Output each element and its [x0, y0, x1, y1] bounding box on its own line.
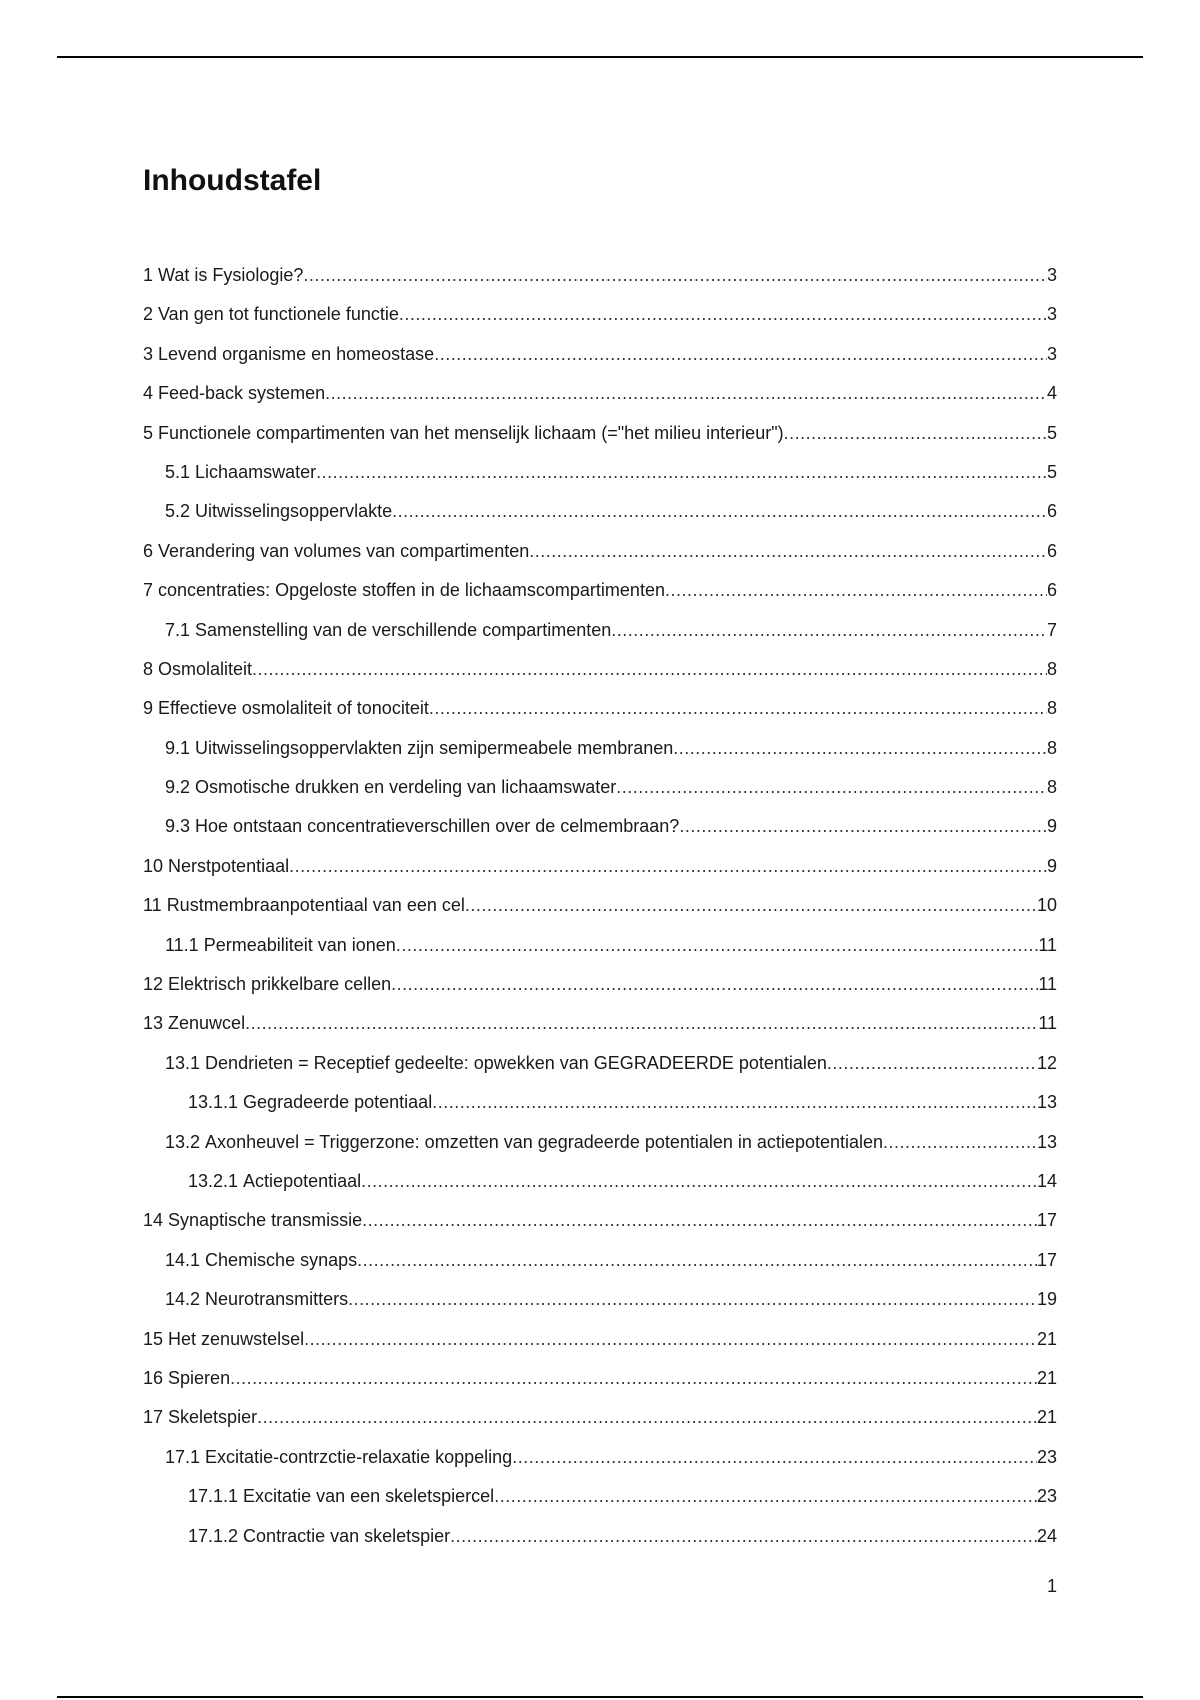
toc-entry-number: 9 — [143, 698, 154, 719]
toc-entry-page: 4 — [1046, 383, 1057, 404]
toc-entry-title: Lichaamswater — [195, 461, 317, 482]
toc-entry[interactable] — [143, 1398, 1057, 1437]
toc-dot-leader — [391, 965, 1038, 1004]
toc-entry-page: 13 — [1036, 1131, 1057, 1152]
toc-entry-number: 11 — [143, 895, 162, 916]
toc-entry-number: 9.2 — [165, 777, 191, 798]
toc-entry[interactable] — [143, 729, 1057, 768]
header-rule — [57, 56, 1143, 58]
toc-dot-leader — [494, 1477, 1037, 1516]
toc-dot-leader — [434, 335, 1047, 374]
toc-entry-page: 8 — [1046, 777, 1057, 798]
toc-entry-page: 10 — [1036, 895, 1057, 916]
toc-entry-page: 11 — [1038, 974, 1057, 995]
toc-entry-number: 13.2.1 — [188, 1170, 239, 1191]
toc-dot-leader — [429, 689, 1047, 728]
toc-entry-title: Dendrieten = Receptief gedeelte: opwekken van GEGRADEERDE potentialen — [205, 1052, 827, 1073]
toc-entry-number: 13 — [143, 1013, 164, 1034]
toc-dot-leader — [616, 768, 1047, 807]
toc-entry-number: 7.1 — [165, 619, 191, 640]
toc-entry-number: 9.3 — [165, 816, 191, 837]
toc-entry-number: 9.1 — [165, 737, 191, 758]
toc-entry-title: Het zenuwstelsel — [168, 1328, 305, 1349]
toc-entry-page: 21 — [1036, 1367, 1057, 1388]
toc-entry-page: 9 — [1046, 855, 1057, 876]
toc-entry-title: Uitwisselingsoppervlakte — [195, 501, 393, 522]
toc-dot-leader — [883, 1123, 1037, 1162]
toc-dot-leader — [245, 1004, 1038, 1043]
toc-entry-number: 11.1 — [165, 934, 199, 955]
toc-entry-page: 13 — [1036, 1092, 1057, 1113]
toc-entry[interactable] — [143, 256, 1057, 295]
toc-entry-number: 13.1.1 — [188, 1092, 239, 1113]
toc-entry-page: 11 — [1038, 934, 1057, 955]
toc-entry-page: 23 — [1036, 1486, 1057, 1507]
toc-dot-leader — [316, 453, 1047, 492]
toc-dot-leader — [399, 295, 1047, 334]
toc-entry-page: 8 — [1046, 658, 1057, 679]
toc-entry-page: 11 — [1038, 1013, 1057, 1034]
toc-entry-page: 9 — [1046, 816, 1057, 837]
toc-dot-leader — [396, 926, 1038, 965]
toc-entry-title: Skeletspier — [168, 1407, 258, 1428]
toc-dot-leader — [465, 886, 1037, 925]
toc-dot-leader — [357, 1241, 1037, 1280]
toc-entry-title: Rustmembraanpotentiaal van een cel — [166, 895, 465, 916]
toc-entry[interactable] — [143, 1438, 1057, 1477]
page-title: Inhoudstafel — [143, 164, 322, 197]
toc-entry-title: Samenstelling van de verschillende compartimenten — [195, 619, 612, 640]
toc-entry-title: Axonheuvel = Triggerzone: omzetten van gegradeerde potentialen in actiepotentialen — [205, 1131, 884, 1152]
toc-entry-number: 8 — [143, 658, 154, 679]
toc-entry[interactable] — [143, 335, 1057, 374]
toc-entry-number: 4 — [143, 383, 154, 404]
toc-entry-title: Actiepotentiaal — [243, 1170, 362, 1191]
toc-entry[interactable] — [143, 571, 1057, 610]
toc-entry[interactable] — [143, 1162, 1057, 1201]
toc-entry-number: 14.2 — [165, 1289, 201, 1310]
toc-dot-leader — [827, 1044, 1037, 1083]
toc-entry-number: 13.1 — [165, 1052, 201, 1073]
toc-dot-leader — [512, 1438, 1037, 1477]
toc-entry-page: 8 — [1046, 698, 1057, 719]
toc-entry[interactable] — [143, 689, 1057, 728]
toc-entry-number: 5.2 — [165, 501, 191, 522]
toc-entry-title: Chemische synaps — [205, 1249, 358, 1270]
toc-entry-page: 3 — [1046, 304, 1057, 325]
toc-entry[interactable] — [143, 1320, 1057, 1359]
toc-dot-leader — [230, 1359, 1037, 1398]
toc-dot-leader — [392, 492, 1047, 531]
toc-entry-page: 21 — [1036, 1407, 1057, 1428]
toc-entry-title: Uitwisselingsoppervlakten zijn semipermeabele membranen — [195, 737, 674, 758]
toc-entry[interactable] — [143, 1083, 1057, 1122]
toc-entry-page: 6 — [1046, 540, 1057, 561]
toc-entry-title: Osmotische drukken en verdeling van lichaamswater — [195, 777, 617, 798]
toc-entry-number: 17 — [143, 1407, 164, 1428]
toc-entry-title: Verandering van volumes van compartimenten — [158, 540, 530, 561]
toc-entry-number: 12 — [143, 974, 164, 995]
toc-entry-title: concentraties: Opgeloste stoffen in de lichaamscompartimenten — [158, 580, 665, 601]
toc-dot-leader — [361, 1162, 1037, 1201]
toc-entry-number: 10 — [143, 855, 164, 876]
toc-entry-title: Levend organisme en homeostase — [158, 343, 435, 364]
toc-entry[interactable] — [143, 1201, 1057, 1240]
toc-dot-leader — [325, 374, 1047, 413]
toc-entry[interactable] — [143, 1004, 1057, 1043]
table-of-contents — [143, 256, 1057, 1556]
toc-entry[interactable] — [143, 1280, 1057, 1319]
toc-entry[interactable] — [143, 453, 1057, 492]
toc-entry-page: 24 — [1036, 1525, 1057, 1546]
toc-entry-number: 15 — [143, 1328, 164, 1349]
toc-entry-page: 19 — [1036, 1289, 1057, 1310]
toc-entry-number: 13.2 — [165, 1131, 201, 1152]
toc-entry-title: Wat is Fysiologie? — [158, 265, 304, 285]
toc-entry-title: Neurotransmitters — [205, 1289, 349, 1310]
toc-entry[interactable] — [143, 1517, 1057, 1556]
toc-entry[interactable] — [143, 1123, 1057, 1162]
toc-dot-leader — [529, 532, 1047, 571]
toc-entry[interactable] — [143, 1477, 1057, 1516]
toc-entry[interactable] — [143, 965, 1057, 1004]
toc-entry[interactable] — [143, 847, 1057, 886]
toc-entry[interactable] — [143, 926, 1057, 965]
toc-dot-leader — [303, 256, 1047, 295]
toc-entry-title: Synaptische transmissie — [168, 1210, 363, 1231]
toc-entry-title: Van gen tot functionele functie — [158, 304, 399, 325]
toc-entry-number: 17.1 — [165, 1446, 201, 1467]
toc-entry-title: Zenuwcel — [168, 1013, 246, 1034]
toc-dot-leader — [665, 571, 1047, 610]
toc-entry[interactable] — [143, 768, 1057, 807]
toc-entry-page: 12 — [1036, 1052, 1057, 1073]
toc-entry-page: 21 — [1036, 1328, 1057, 1349]
toc-entry[interactable] — [143, 492, 1057, 531]
toc-entry-number: 17.1.1 — [188, 1486, 239, 1507]
toc-entry-number: 5 — [143, 422, 154, 443]
toc-entry[interactable] — [143, 611, 1057, 650]
toc-entry[interactable] — [143, 886, 1057, 925]
toc-dot-leader — [450, 1517, 1037, 1556]
toc-entry-title: Contractie van skeletspier — [243, 1525, 451, 1546]
toc-entry-number: 6 — [143, 540, 154, 561]
toc-entry-number: 3 — [143, 343, 154, 364]
toc-entry[interactable] — [143, 414, 1057, 453]
toc-entry-page: 23 — [1036, 1446, 1057, 1467]
toc-entry-number: 1 — [143, 265, 154, 285]
toc-entry-title: Spieren — [168, 1367, 231, 1388]
page-number: 1 — [1046, 1576, 1057, 1596]
toc-entry[interactable] — [143, 807, 1057, 846]
toc-entry-title: Excitatie-contrzctie-relaxatie koppeling — [205, 1446, 513, 1467]
toc-entry[interactable] — [143, 532, 1057, 571]
toc-entry-title: Excitatie van een skeletspiercel — [243, 1486, 495, 1507]
toc-entry-title: Elektrisch prikkelbare cellen — [168, 974, 392, 995]
toc-entry-number: 2 — [143, 304, 154, 325]
toc-entry[interactable] — [143, 374, 1057, 413]
toc-dot-leader — [679, 807, 1047, 846]
toc-entry[interactable] — [143, 1044, 1057, 1083]
toc-entry-number: 14.1 — [165, 1249, 201, 1270]
toc-entry-title: Hoe ontstaan concentratieverschillen over de celmembraan? — [195, 816, 680, 837]
toc-entry-title: Feed-back systemen — [158, 383, 326, 404]
toc-dot-leader — [432, 1083, 1037, 1122]
toc-entry-page: 8 — [1046, 737, 1057, 758]
toc-dot-leader — [304, 1320, 1037, 1359]
toc-entry-page: 6 — [1046, 580, 1057, 601]
toc-entry[interactable] — [143, 295, 1057, 334]
toc-entry-title: Permeabiliteit van ionen — [203, 934, 396, 955]
toc-dot-leader — [673, 729, 1047, 768]
toc-entry-number: 16 — [143, 1367, 164, 1388]
toc-entry-number: 17.1.2 — [188, 1525, 239, 1546]
toc-entry-page: 5 — [1046, 461, 1057, 482]
toc-entry-title: Osmolaliteit — [158, 658, 253, 679]
toc-entry-page: 5 — [1046, 422, 1057, 443]
toc-dot-leader — [257, 1398, 1037, 1437]
toc-entry-page: 3 — [1046, 343, 1057, 364]
toc-entry-page: 17 — [1036, 1249, 1057, 1270]
toc-dot-leader — [348, 1280, 1037, 1319]
toc-entry-page: 14 — [1036, 1170, 1057, 1191]
toc-entry[interactable] — [143, 650, 1057, 689]
toc-dot-leader — [362, 1201, 1037, 1240]
toc-entry-title: Effectieve osmolaliteit of tonociteit — [158, 698, 429, 719]
toc-entry-title: Nerstpotentiaal — [168, 855, 290, 876]
toc-entry-page: 17 — [1036, 1210, 1057, 1231]
toc-entry-number: 7 — [143, 580, 154, 601]
toc-entry[interactable] — [143, 1359, 1057, 1398]
toc-entry-number: 5.1 — [165, 461, 191, 482]
footer-rule — [57, 1696, 1143, 1698]
toc-entry-title: Gegradeerde potentiaal — [243, 1092, 433, 1113]
toc-entry-number: 14 — [143, 1210, 164, 1231]
toc-entry-page: 3 — [1046, 265, 1057, 285]
toc-dot-leader — [289, 847, 1047, 886]
toc-dot-leader — [252, 650, 1047, 689]
toc-dot-leader — [784, 414, 1047, 453]
toc-entry[interactable] — [143, 1241, 1057, 1280]
toc-dot-leader — [611, 611, 1047, 650]
toc-entry-title: Functionele compartimenten van het menselijk lichaam (="het milieu interieur") — [158, 422, 784, 443]
toc-entry-page: 6 — [1046, 501, 1057, 522]
toc-entry-page: 7 — [1046, 619, 1057, 640]
